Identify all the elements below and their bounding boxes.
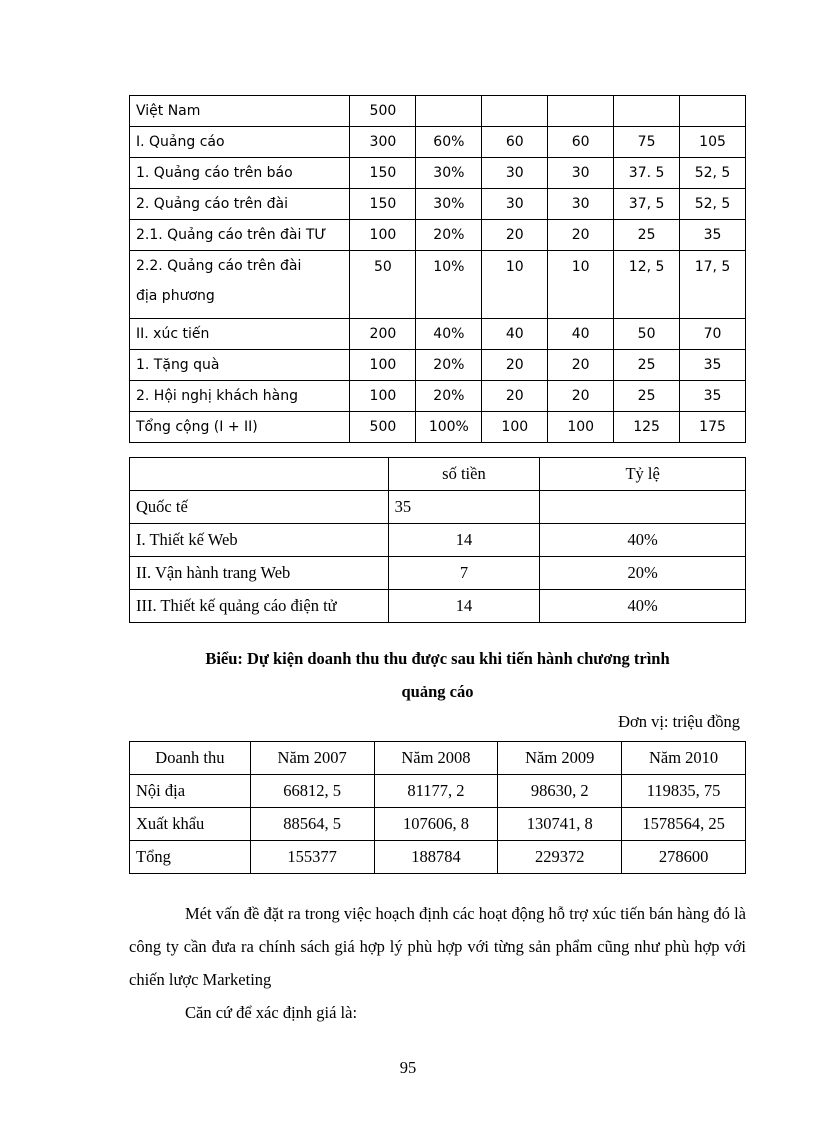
cell: 17, 5 — [680, 251, 746, 319]
international-budget-table — [129, 457, 746, 623]
page-number: 95 — [399, 1058, 417, 1077]
table-row — [130, 524, 746, 557]
cell: 150 — [350, 189, 416, 220]
cell: 40 — [548, 319, 614, 350]
cell: 25 — [614, 350, 680, 381]
row-label: 2. Hội nghị khách hàng — [130, 381, 350, 412]
cell: 100% — [416, 412, 482, 443]
table-row — [130, 251, 746, 319]
row-label — [130, 251, 350, 319]
advertising-budget-table — [129, 95, 746, 443]
cell — [614, 96, 680, 127]
cell: 37. 5 — [614, 158, 680, 189]
row-label: 2.1. Quảng cáo trên đài TƯ — [130, 220, 350, 251]
cell: 125 — [614, 412, 680, 443]
cell: 60% — [416, 127, 482, 158]
cell: 30 — [548, 158, 614, 189]
header-cell: Doanh thu — [130, 742, 251, 775]
header-cell: Năm 2008 — [374, 742, 498, 775]
cell: 7 — [388, 557, 540, 590]
header-cell: Năm 2009 — [498, 742, 622, 775]
row-label: 1. Quảng cáo trên báo — [130, 158, 350, 189]
cell: 200 — [350, 319, 416, 350]
row-label: I. Thiết kế Web — [130, 524, 389, 557]
header-cell — [130, 458, 389, 491]
row-label: Tổng cộng (I + II) — [130, 412, 350, 443]
cell — [482, 96, 548, 127]
cell: 98630, 2 — [498, 775, 622, 808]
table-row — [130, 412, 746, 443]
cell: 10 — [482, 251, 548, 319]
header-cell: Năm 2007 — [250, 742, 374, 775]
cell: 119835, 75 — [622, 775, 746, 808]
cell: 107606, 8 — [374, 808, 498, 841]
cell: 40% — [540, 590, 746, 623]
row-label: Nội địa — [130, 775, 251, 808]
cell: 35 — [680, 350, 746, 381]
table-row — [130, 350, 746, 381]
cell — [680, 96, 746, 127]
row-label: III. Thiết kế quảng cáo điện tử — [130, 590, 389, 623]
row-label: II. xúc tiến — [130, 319, 350, 350]
row-label: Xuất khẩu — [130, 808, 251, 841]
cell: 50 — [350, 251, 416, 319]
cell: 300 — [350, 127, 416, 158]
cell: 500 — [350, 96, 416, 127]
cell: 20% — [416, 220, 482, 251]
cell: 188784 — [374, 841, 498, 874]
header-cell: Tỷ lệ — [540, 458, 746, 491]
cell: 100 — [350, 381, 416, 412]
cell: 130741, 8 — [498, 808, 622, 841]
cell: 20 — [482, 350, 548, 381]
cell: 66812, 5 — [250, 775, 374, 808]
cell: 175 — [680, 412, 746, 443]
cell: 35 — [680, 220, 746, 251]
cell: 60 — [482, 127, 548, 158]
cell: 20 — [482, 220, 548, 251]
cell: 20 — [548, 220, 614, 251]
table-row — [130, 841, 746, 874]
cell: 100 — [350, 350, 416, 381]
cell: 30% — [416, 189, 482, 220]
cell: 52, 5 — [680, 158, 746, 189]
cell: 52, 5 — [680, 189, 746, 220]
revenue-forecast-title-line2: quảng cáo — [401, 682, 474, 701]
row-label: II. Vận hành trang Web — [130, 557, 389, 590]
cell: 100 — [548, 412, 614, 443]
cell: 20 — [548, 381, 614, 412]
cell: 37, 5 — [614, 189, 680, 220]
table-row — [130, 590, 746, 623]
row-label-line2: địa phương — [136, 288, 215, 304]
cell — [416, 96, 482, 127]
header-cell: Năm 2010 — [622, 742, 746, 775]
cell: 100 — [482, 412, 548, 443]
cell: 25 — [614, 220, 680, 251]
cell: 30% — [416, 158, 482, 189]
cell: 81177, 2 — [374, 775, 498, 808]
row-label: Tổng — [130, 841, 251, 874]
cell: 155377 — [250, 841, 374, 874]
cell: 10% — [416, 251, 482, 319]
cell: 70 — [680, 319, 746, 350]
cell: 1578564, 25 — [622, 808, 746, 841]
cell: 60 — [548, 127, 614, 158]
cell: 30 — [548, 189, 614, 220]
cell: 14 — [388, 590, 540, 623]
table-row — [130, 158, 746, 189]
cell: 50 — [614, 319, 680, 350]
cell: 25 — [614, 381, 680, 412]
row-label: 2. Quảng cáo trên đài — [130, 189, 350, 220]
cell: 20% — [540, 557, 746, 590]
table-row — [130, 220, 746, 251]
header-cell: số tiền — [388, 458, 540, 491]
table-header-row — [130, 458, 746, 491]
cell: 20% — [416, 381, 482, 412]
cell: 14 — [388, 524, 540, 557]
cell: 35 — [680, 381, 746, 412]
cell: 35 — [388, 491, 540, 524]
cell: 30 — [482, 158, 548, 189]
cell — [540, 491, 746, 524]
table-row — [130, 808, 746, 841]
cell: 105 — [680, 127, 746, 158]
revenue-forecast-title: Biểu: Dự kiện doanh thu thu được sau khi tiến hành chương trình — [205, 649, 670, 668]
row-label: Quốc tế — [130, 491, 389, 524]
cell: 75 — [614, 127, 680, 158]
row-label: Việt Nam — [130, 96, 350, 127]
body-paragraph-2: Căn cứ để xác định giá là: — [185, 1003, 358, 1022]
cell: 12, 5 — [614, 251, 680, 319]
body-paragraph: Mét vấn đề đặt ra trong việc hoạch định các hoạt động hỗ trợ xúc tiến bán hàng đó là công ty cần đưa ra chính sách giá hợp lý phù hợp với từng sản phẩm cũng như phù hợp với chiến lược Marketing — [129, 904, 746, 989]
table-row — [130, 189, 746, 220]
table-row — [130, 319, 746, 350]
unit-label: Đơn vị: triệu đồng — [618, 712, 740, 731]
cell: 88564, 5 — [250, 808, 374, 841]
row-label-line1: 2.2. Quảng cáo trên đài — [136, 258, 302, 274]
cell: 40 — [482, 319, 548, 350]
table-row — [130, 491, 746, 524]
cell: 229372 — [498, 841, 622, 874]
cell: 30 — [482, 189, 548, 220]
cell: 500 — [350, 412, 416, 443]
table-header-row — [130, 742, 746, 775]
row-label: I. Quảng cáo — [130, 127, 350, 158]
table-row — [130, 381, 746, 412]
cell — [548, 96, 614, 127]
cell: 100 — [350, 220, 416, 251]
revenue-forecast-table — [129, 741, 746, 874]
table-row — [130, 775, 746, 808]
table-row — [130, 557, 746, 590]
table-row — [130, 96, 746, 127]
cell: 10 — [548, 251, 614, 319]
cell: 278600 — [622, 841, 746, 874]
cell: 40% — [416, 319, 482, 350]
cell: 20% — [416, 350, 482, 381]
cell: 150 — [350, 158, 416, 189]
cell: 20 — [482, 381, 548, 412]
table-row — [130, 127, 746, 158]
cell: 40% — [540, 524, 746, 557]
row-label: 1. Tặng quà — [130, 350, 350, 381]
cell: 20 — [548, 350, 614, 381]
